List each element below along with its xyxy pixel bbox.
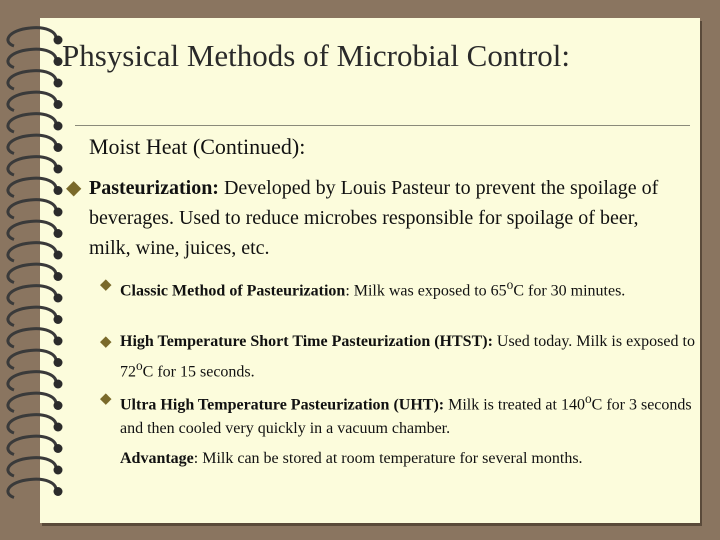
bullet-label: Pasteurization: bbox=[89, 177, 219, 199]
subbullet-text: C for 15 seconds. bbox=[142, 363, 255, 381]
binding-ring bbox=[8, 415, 56, 433]
binding-hole bbox=[54, 186, 63, 195]
subbullet-label: Ultra High Temperature Pasteurization (UHT): bbox=[120, 396, 445, 414]
binding-hole bbox=[54, 401, 63, 410]
binding-ring bbox=[8, 350, 56, 368]
binding-ring bbox=[8, 264, 56, 282]
binding-ring bbox=[8, 157, 56, 175]
binding-hole bbox=[54, 251, 63, 260]
binding-ring bbox=[8, 458, 56, 476]
binding-ring bbox=[8, 243, 56, 261]
advantage-text: : Milk can be stored at room temperature for several months. bbox=[193, 450, 583, 467]
diamond-bullet-icon: ◆ bbox=[100, 334, 112, 350]
binding-hole bbox=[54, 315, 63, 324]
binding-ring bbox=[8, 286, 56, 304]
binding-hole bbox=[54, 358, 63, 367]
pasteurization-bullet bbox=[68, 173, 678, 263]
section-subtitle: Moist Heat (Continued): bbox=[89, 134, 306, 159]
binding-ring bbox=[8, 49, 56, 67]
binding-hole bbox=[54, 380, 63, 389]
binding-hole bbox=[54, 229, 63, 238]
binding-ring bbox=[8, 393, 56, 411]
binding-hole bbox=[54, 272, 63, 281]
binding-hole bbox=[54, 337, 63, 346]
binding-ring bbox=[8, 71, 56, 89]
binding-ring bbox=[8, 114, 56, 132]
subbullet-label: High Temperature Short Time Pasteurization (HTST): bbox=[120, 333, 493, 350]
binding-ring bbox=[8, 329, 56, 347]
title-divider bbox=[75, 125, 690, 126]
binding-hole bbox=[54, 100, 63, 109]
binding-ring bbox=[8, 28, 56, 46]
binding-ring bbox=[8, 92, 56, 110]
binding-hole bbox=[54, 122, 63, 131]
subbullet-uht bbox=[100, 387, 700, 441]
diamond-bullet-icon: ◆ bbox=[100, 391, 112, 407]
binding-hole bbox=[54, 487, 63, 496]
degree-sup: o bbox=[136, 358, 143, 373]
subbullet-text: C for 3 seconds and then cooled very quickly in a vacuum chamber. bbox=[120, 396, 692, 438]
subbullet-label: Classic Method of Pasteurization bbox=[120, 282, 346, 300]
binding-hole bbox=[54, 208, 63, 217]
bullet-text: Developed by Louis Pasteur to prevent the spoilage of beverages. Used to reduce microbes responsible for spoilage of beer, milk, wine, juices, etc. bbox=[89, 177, 659, 259]
binding-ring bbox=[8, 135, 56, 153]
subbullet-htst bbox=[100, 330, 700, 384]
advantage-note bbox=[120, 446, 680, 471]
slide-title: Phsysical Methods of Microbial Control: bbox=[62, 38, 571, 73]
binding-ring bbox=[8, 479, 56, 497]
binding-ring bbox=[8, 200, 56, 218]
subbullet-text: Milk is treated at 140 bbox=[444, 396, 585, 414]
binding-ring bbox=[8, 307, 56, 325]
subbullet-text: : Milk was exposed to 65 bbox=[345, 282, 507, 300]
subbullet-classic bbox=[100, 273, 700, 303]
degree-sup: o bbox=[506, 277, 514, 292]
binding-hole bbox=[54, 423, 63, 432]
binding-ring bbox=[8, 178, 56, 196]
binding-ring bbox=[8, 221, 56, 239]
subbullet-text: C for 30 minutes. bbox=[513, 282, 626, 300]
binding-hole bbox=[54, 143, 63, 152]
advantage-label: Advantage bbox=[120, 450, 194, 467]
degree-sup: o bbox=[584, 391, 592, 406]
binding-hole bbox=[54, 466, 63, 475]
binding-hole bbox=[54, 165, 63, 174]
binding-hole bbox=[54, 444, 63, 453]
binding-hole bbox=[54, 294, 63, 303]
subbullet-text: Used today. Milk is exposed to 72 bbox=[120, 333, 695, 381]
diamond-bullet-icon: ◆ bbox=[100, 277, 112, 293]
binding-ring bbox=[8, 372, 56, 390]
spiral-binding bbox=[0, 0, 70, 540]
diamond-bullet-icon: ◆ bbox=[66, 177, 82, 199]
binding-ring bbox=[8, 436, 56, 454]
